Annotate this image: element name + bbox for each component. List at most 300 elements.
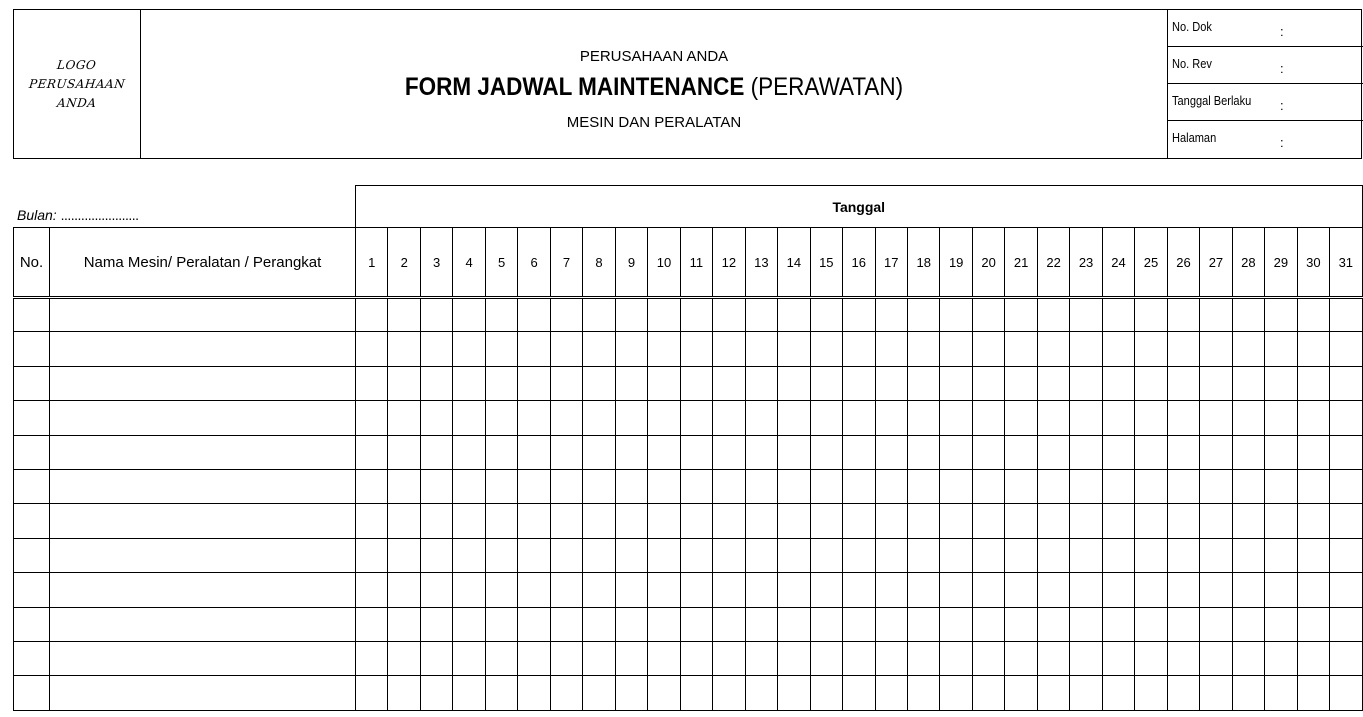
row-day-cell[interactable] <box>388 401 420 435</box>
row-day-cell[interactable] <box>1297 332 1329 366</box>
row-day-cell[interactable] <box>388 298 420 332</box>
row-day-cell[interactable] <box>1265 469 1297 503</box>
row-day-cell[interactable] <box>1102 573 1134 607</box>
row-day-cell[interactable] <box>713 538 745 572</box>
row-day-cell[interactable] <box>1102 641 1134 675</box>
row-day-cell[interactable] <box>388 573 420 607</box>
row-day-cell[interactable] <box>615 298 647 332</box>
row-day-cell[interactable] <box>778 435 810 469</box>
row-day-cell[interactable] <box>550 607 582 641</box>
row-name-cell[interactable] <box>50 504 356 538</box>
row-day-cell[interactable] <box>940 504 972 538</box>
row-day-cell[interactable] <box>485 607 517 641</box>
row-day-cell[interactable] <box>1265 641 1297 675</box>
row-day-cell[interactable] <box>420 298 452 332</box>
row-day-cell[interactable] <box>550 469 582 503</box>
row-day-cell[interactable] <box>1297 469 1329 503</box>
row-day-cell[interactable] <box>1167 504 1199 538</box>
row-day-cell[interactable] <box>778 401 810 435</box>
row-day-cell[interactable] <box>972 332 1004 366</box>
row-day-cell[interactable] <box>1005 504 1037 538</box>
row-day-cell[interactable] <box>940 607 972 641</box>
row-day-cell[interactable] <box>583 298 615 332</box>
row-day-cell[interactable] <box>1330 401 1362 435</box>
row-day-cell[interactable] <box>1297 401 1329 435</box>
row-day-cell[interactable] <box>713 401 745 435</box>
row-day-cell[interactable] <box>907 573 939 607</box>
row-day-cell[interactable] <box>810 538 842 572</box>
row-day-cell[interactable] <box>810 366 842 400</box>
row-day-cell[interactable] <box>875 641 907 675</box>
row-day-cell[interactable] <box>778 676 810 710</box>
row-name-cell[interactable] <box>50 332 356 366</box>
row-day-cell[interactable] <box>713 504 745 538</box>
row-day-cell[interactable] <box>1167 573 1199 607</box>
row-name-cell[interactable] <box>50 469 356 503</box>
row-day-cell[interactable] <box>388 469 420 503</box>
row-no-cell[interactable] <box>14 401 50 435</box>
row-name-cell[interactable] <box>50 641 356 675</box>
row-day-cell[interactable] <box>356 298 388 332</box>
row-day-cell[interactable] <box>1005 573 1037 607</box>
row-day-cell[interactable] <box>1037 469 1069 503</box>
row-day-cell[interactable] <box>1135 538 1167 572</box>
row-day-cell[interactable] <box>843 366 875 400</box>
row-day-cell[interactable] <box>453 676 485 710</box>
row-day-cell[interactable] <box>1135 676 1167 710</box>
row-day-cell[interactable] <box>875 607 907 641</box>
row-day-cell[interactable] <box>1005 641 1037 675</box>
row-day-cell[interactable] <box>1037 298 1069 332</box>
row-day-cell[interactable] <box>648 435 680 469</box>
row-day-cell[interactable] <box>680 469 712 503</box>
row-day-cell[interactable] <box>1037 332 1069 366</box>
row-day-cell[interactable] <box>1167 298 1199 332</box>
row-day-cell[interactable] <box>1330 469 1362 503</box>
row-day-cell[interactable] <box>583 538 615 572</box>
row-day-cell[interactable] <box>388 607 420 641</box>
row-day-cell[interactable] <box>1167 332 1199 366</box>
row-day-cell[interactable] <box>940 538 972 572</box>
row-day-cell[interactable] <box>745 538 777 572</box>
row-day-cell[interactable] <box>518 298 550 332</box>
row-day-cell[interactable] <box>745 607 777 641</box>
row-day-cell[interactable] <box>680 332 712 366</box>
row-day-cell[interactable] <box>1167 401 1199 435</box>
row-day-cell[interactable] <box>907 504 939 538</box>
row-day-cell[interactable] <box>388 366 420 400</box>
row-day-cell[interactable] <box>1297 504 1329 538</box>
row-day-cell[interactable] <box>485 504 517 538</box>
row-day-cell[interactable] <box>453 366 485 400</box>
row-day-cell[interactable] <box>356 676 388 710</box>
row-name-cell[interactable] <box>50 401 356 435</box>
row-day-cell[interactable] <box>940 641 972 675</box>
row-day-cell[interactable] <box>388 538 420 572</box>
row-day-cell[interactable] <box>1102 607 1134 641</box>
row-day-cell[interactable] <box>583 504 615 538</box>
row-day-cell[interactable] <box>713 607 745 641</box>
row-day-cell[interactable] <box>1135 469 1167 503</box>
row-day-cell[interactable] <box>453 607 485 641</box>
row-day-cell[interactable] <box>420 504 452 538</box>
row-day-cell[interactable] <box>1265 504 1297 538</box>
row-day-cell[interactable] <box>1200 435 1232 469</box>
row-name-cell[interactable] <box>50 607 356 641</box>
row-day-cell[interactable] <box>356 366 388 400</box>
row-day-cell[interactable] <box>713 573 745 607</box>
row-day-cell[interactable] <box>680 607 712 641</box>
row-day-cell[interactable] <box>615 332 647 366</box>
row-day-cell[interactable] <box>1330 435 1362 469</box>
row-day-cell[interactable] <box>1070 573 1102 607</box>
row-day-cell[interactable] <box>615 366 647 400</box>
row-day-cell[interactable] <box>745 573 777 607</box>
row-day-cell[interactable] <box>518 469 550 503</box>
row-day-cell[interactable] <box>518 401 550 435</box>
row-day-cell[interactable] <box>1200 641 1232 675</box>
row-day-cell[interactable] <box>940 573 972 607</box>
row-day-cell[interactable] <box>875 401 907 435</box>
row-day-cell[interactable] <box>388 504 420 538</box>
row-day-cell[interactable] <box>420 573 452 607</box>
row-day-cell[interactable] <box>420 469 452 503</box>
row-day-cell[interactable] <box>843 607 875 641</box>
row-day-cell[interactable] <box>1200 538 1232 572</box>
row-day-cell[interactable] <box>485 469 517 503</box>
row-day-cell[interactable] <box>810 676 842 710</box>
row-day-cell[interactable] <box>972 469 1004 503</box>
row-day-cell[interactable] <box>356 538 388 572</box>
row-day-cell[interactable] <box>453 504 485 538</box>
row-day-cell[interactable] <box>778 366 810 400</box>
row-day-cell[interactable] <box>1200 573 1232 607</box>
row-day-cell[interactable] <box>875 538 907 572</box>
row-day-cell[interactable] <box>810 641 842 675</box>
row-day-cell[interactable] <box>680 676 712 710</box>
row-no-cell[interactable] <box>14 641 50 675</box>
row-day-cell[interactable] <box>648 676 680 710</box>
row-day-cell[interactable] <box>550 435 582 469</box>
row-day-cell[interactable] <box>648 641 680 675</box>
row-day-cell[interactable] <box>1200 298 1232 332</box>
row-day-cell[interactable] <box>907 298 939 332</box>
row-day-cell[interactable] <box>1070 469 1102 503</box>
row-day-cell[interactable] <box>518 607 550 641</box>
row-no-cell[interactable] <box>14 469 50 503</box>
row-day-cell[interactable] <box>940 469 972 503</box>
row-day-cell[interactable] <box>940 401 972 435</box>
row-day-cell[interactable] <box>972 676 1004 710</box>
row-day-cell[interactable] <box>1037 573 1069 607</box>
row-day-cell[interactable] <box>550 641 582 675</box>
row-day-cell[interactable] <box>810 573 842 607</box>
row-day-cell[interactable] <box>518 504 550 538</box>
row-day-cell[interactable] <box>810 298 842 332</box>
row-no-cell[interactable] <box>14 298 50 332</box>
row-day-cell[interactable] <box>648 401 680 435</box>
row-day-cell[interactable] <box>518 573 550 607</box>
row-day-cell[interactable] <box>680 504 712 538</box>
row-day-cell[interactable] <box>356 401 388 435</box>
row-day-cell[interactable] <box>1005 298 1037 332</box>
row-day-cell[interactable] <box>1167 607 1199 641</box>
row-day-cell[interactable] <box>1330 298 1362 332</box>
row-day-cell[interactable] <box>1037 676 1069 710</box>
row-day-cell[interactable] <box>583 401 615 435</box>
row-day-cell[interactable] <box>1102 676 1134 710</box>
row-day-cell[interactable] <box>875 469 907 503</box>
row-day-cell[interactable] <box>1102 401 1134 435</box>
row-day-cell[interactable] <box>1200 401 1232 435</box>
row-day-cell[interactable] <box>615 607 647 641</box>
row-day-cell[interactable] <box>907 676 939 710</box>
row-day-cell[interactable] <box>583 641 615 675</box>
row-day-cell[interactable] <box>615 504 647 538</box>
row-day-cell[interactable] <box>1330 366 1362 400</box>
row-day-cell[interactable] <box>875 298 907 332</box>
row-day-cell[interactable] <box>485 573 517 607</box>
row-day-cell[interactable] <box>615 401 647 435</box>
row-day-cell[interactable] <box>388 676 420 710</box>
row-day-cell[interactable] <box>1297 298 1329 332</box>
row-day-cell[interactable] <box>680 401 712 435</box>
row-day-cell[interactable] <box>615 676 647 710</box>
row-day-cell[interactable] <box>1265 573 1297 607</box>
row-day-cell[interactable] <box>518 435 550 469</box>
row-day-cell[interactable] <box>583 469 615 503</box>
row-day-cell[interactable] <box>907 607 939 641</box>
row-day-cell[interactable] <box>1265 607 1297 641</box>
row-day-cell[interactable] <box>1102 332 1134 366</box>
row-day-cell[interactable] <box>615 435 647 469</box>
row-day-cell[interactable] <box>810 332 842 366</box>
row-day-cell[interactable] <box>1232 607 1264 641</box>
row-day-cell[interactable] <box>907 538 939 572</box>
row-day-cell[interactable] <box>1135 332 1167 366</box>
row-day-cell[interactable] <box>940 366 972 400</box>
row-no-cell[interactable] <box>14 435 50 469</box>
row-day-cell[interactable] <box>972 641 1004 675</box>
row-day-cell[interactable] <box>1200 332 1232 366</box>
row-day-cell[interactable] <box>1167 366 1199 400</box>
row-day-cell[interactable] <box>1037 401 1069 435</box>
row-day-cell[interactable] <box>843 641 875 675</box>
row-day-cell[interactable] <box>485 366 517 400</box>
row-day-cell[interactable] <box>972 435 1004 469</box>
row-day-cell[interactable] <box>745 641 777 675</box>
row-day-cell[interactable] <box>388 332 420 366</box>
row-day-cell[interactable] <box>745 504 777 538</box>
row-day-cell[interactable] <box>1330 538 1362 572</box>
row-day-cell[interactable] <box>648 573 680 607</box>
row-day-cell[interactable] <box>713 435 745 469</box>
row-day-cell[interactable] <box>550 504 582 538</box>
row-day-cell[interactable] <box>875 676 907 710</box>
row-day-cell[interactable] <box>1265 435 1297 469</box>
row-day-cell[interactable] <box>1070 504 1102 538</box>
row-day-cell[interactable] <box>810 401 842 435</box>
row-day-cell[interactable] <box>1005 607 1037 641</box>
row-day-cell[interactable] <box>420 607 452 641</box>
row-day-cell[interactable] <box>485 676 517 710</box>
row-day-cell[interactable] <box>356 332 388 366</box>
row-day-cell[interactable] <box>1232 676 1264 710</box>
row-day-cell[interactable] <box>907 332 939 366</box>
row-day-cell[interactable] <box>713 332 745 366</box>
row-day-cell[interactable] <box>810 469 842 503</box>
row-day-cell[interactable] <box>583 332 615 366</box>
row-day-cell[interactable] <box>420 538 452 572</box>
row-day-cell[interactable] <box>356 435 388 469</box>
row-day-cell[interactable] <box>1167 435 1199 469</box>
row-day-cell[interactable] <box>1135 298 1167 332</box>
row-day-cell[interactable] <box>1102 366 1134 400</box>
row-no-cell[interactable] <box>14 676 50 710</box>
row-day-cell[interactable] <box>745 469 777 503</box>
row-day-cell[interactable] <box>1005 469 1037 503</box>
row-day-cell[interactable] <box>713 366 745 400</box>
row-name-cell[interactable] <box>50 366 356 400</box>
row-day-cell[interactable] <box>843 435 875 469</box>
row-day-cell[interactable] <box>1102 538 1134 572</box>
row-day-cell[interactable] <box>388 435 420 469</box>
row-day-cell[interactable] <box>972 366 1004 400</box>
row-day-cell[interactable] <box>1330 573 1362 607</box>
row-day-cell[interactable] <box>713 469 745 503</box>
row-day-cell[interactable] <box>420 676 452 710</box>
row-day-cell[interactable] <box>453 298 485 332</box>
row-day-cell[interactable] <box>1232 332 1264 366</box>
row-day-cell[interactable] <box>485 641 517 675</box>
row-day-cell[interactable] <box>745 401 777 435</box>
row-day-cell[interactable] <box>1005 401 1037 435</box>
row-day-cell[interactable] <box>1330 641 1362 675</box>
row-day-cell[interactable] <box>940 298 972 332</box>
row-day-cell[interactable] <box>810 607 842 641</box>
row-day-cell[interactable] <box>843 469 875 503</box>
row-day-cell[interactable] <box>1005 332 1037 366</box>
row-day-cell[interactable] <box>1297 573 1329 607</box>
row-day-cell[interactable] <box>778 607 810 641</box>
row-day-cell[interactable] <box>1232 366 1264 400</box>
row-day-cell[interactable] <box>713 641 745 675</box>
row-name-cell[interactable] <box>50 538 356 572</box>
row-day-cell[interactable] <box>1167 676 1199 710</box>
row-day-cell[interactable] <box>1070 435 1102 469</box>
row-day-cell[interactable] <box>1135 401 1167 435</box>
row-day-cell[interactable] <box>1037 641 1069 675</box>
row-day-cell[interactable] <box>745 435 777 469</box>
row-day-cell[interactable] <box>1167 641 1199 675</box>
row-day-cell[interactable] <box>1200 607 1232 641</box>
row-day-cell[interactable] <box>680 573 712 607</box>
row-day-cell[interactable] <box>1265 298 1297 332</box>
row-day-cell[interactable] <box>1135 504 1167 538</box>
row-day-cell[interactable] <box>713 298 745 332</box>
row-day-cell[interactable] <box>1135 573 1167 607</box>
row-no-cell[interactable] <box>14 504 50 538</box>
row-day-cell[interactable] <box>843 676 875 710</box>
row-day-cell[interactable] <box>1297 607 1329 641</box>
row-day-cell[interactable] <box>1102 435 1134 469</box>
row-day-cell[interactable] <box>1200 504 1232 538</box>
row-day-cell[interactable] <box>453 435 485 469</box>
row-day-cell[interactable] <box>583 676 615 710</box>
row-day-cell[interactable] <box>1037 538 1069 572</box>
row-day-cell[interactable] <box>1135 641 1167 675</box>
row-day-cell[interactable] <box>778 298 810 332</box>
row-no-cell[interactable] <box>14 538 50 572</box>
row-day-cell[interactable] <box>583 573 615 607</box>
row-no-cell[interactable] <box>14 332 50 366</box>
row-day-cell[interactable] <box>778 469 810 503</box>
row-day-cell[interactable] <box>518 538 550 572</box>
row-day-cell[interactable] <box>1135 366 1167 400</box>
row-day-cell[interactable] <box>550 676 582 710</box>
row-day-cell[interactable] <box>875 435 907 469</box>
row-day-cell[interactable] <box>875 332 907 366</box>
row-day-cell[interactable] <box>907 401 939 435</box>
row-day-cell[interactable] <box>453 573 485 607</box>
row-day-cell[interactable] <box>453 538 485 572</box>
row-day-cell[interactable] <box>1232 401 1264 435</box>
row-day-cell[interactable] <box>680 435 712 469</box>
row-day-cell[interactable] <box>550 401 582 435</box>
row-day-cell[interactable] <box>388 641 420 675</box>
row-day-cell[interactable] <box>485 298 517 332</box>
row-day-cell[interactable] <box>1232 538 1264 572</box>
row-day-cell[interactable] <box>1037 607 1069 641</box>
row-day-cell[interactable] <box>356 504 388 538</box>
row-day-cell[interactable] <box>680 641 712 675</box>
row-day-cell[interactable] <box>550 538 582 572</box>
row-day-cell[interactable] <box>485 435 517 469</box>
row-day-cell[interactable] <box>550 298 582 332</box>
row-day-cell[interactable] <box>680 538 712 572</box>
row-day-cell[interactable] <box>1330 504 1362 538</box>
row-day-cell[interactable] <box>972 504 1004 538</box>
row-day-cell[interactable] <box>843 298 875 332</box>
row-day-cell[interactable] <box>420 332 452 366</box>
row-day-cell[interactable] <box>1330 607 1362 641</box>
row-name-cell[interactable] <box>50 435 356 469</box>
row-day-cell[interactable] <box>1070 298 1102 332</box>
row-day-cell[interactable] <box>1200 366 1232 400</box>
row-day-cell[interactable] <box>778 538 810 572</box>
row-day-cell[interactable] <box>485 332 517 366</box>
row-day-cell[interactable] <box>1070 332 1102 366</box>
row-day-cell[interactable] <box>972 401 1004 435</box>
row-day-cell[interactable] <box>1070 641 1102 675</box>
row-day-cell[interactable] <box>1265 332 1297 366</box>
row-day-cell[interactable] <box>1232 469 1264 503</box>
row-day-cell[interactable] <box>907 366 939 400</box>
row-day-cell[interactable] <box>1070 607 1102 641</box>
row-day-cell[interactable] <box>1070 366 1102 400</box>
row-day-cell[interactable] <box>518 332 550 366</box>
row-day-cell[interactable] <box>356 607 388 641</box>
row-no-cell[interactable] <box>14 573 50 607</box>
row-day-cell[interactable] <box>1102 469 1134 503</box>
row-day-cell[interactable] <box>453 332 485 366</box>
row-day-cell[interactable] <box>940 332 972 366</box>
row-day-cell[interactable] <box>1330 676 1362 710</box>
row-day-cell[interactable] <box>1167 469 1199 503</box>
row-day-cell[interactable] <box>713 676 745 710</box>
row-no-cell[interactable] <box>14 607 50 641</box>
row-day-cell[interactable] <box>420 435 452 469</box>
